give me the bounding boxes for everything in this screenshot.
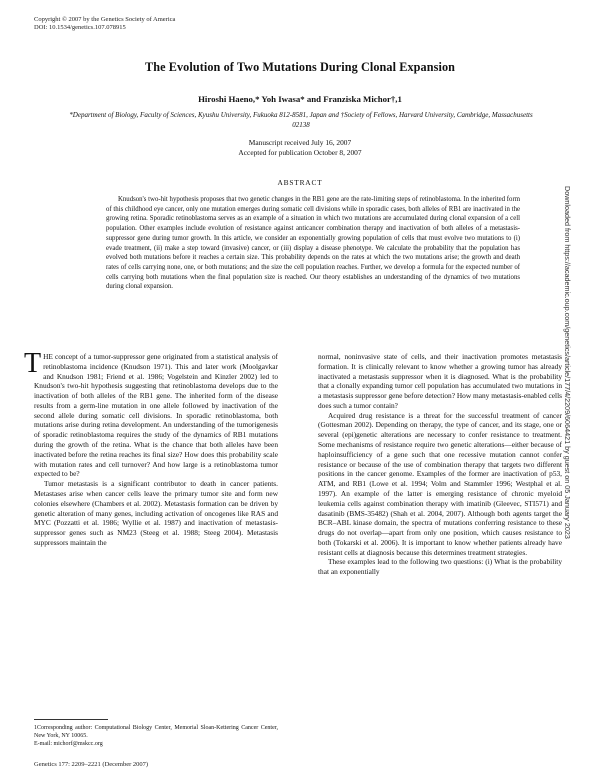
abstract-text: Knudson's two-hit hypothesis proposes that two genetic changes in the RB1 gene are the rate-limiting steps of retinoblastoma. In the inherited form of this childhood eye cancer, only one mutation emerges during somatic cell divisions while in sporadic cases, both alleles of RB1 are inactivated in the growing retina. Sporadic retinoblastoma serves as an example of a situation in which two mutations are accumulated during clonal expansion of a cell population. Other examples include evolution of resistance against anticancer combination therapy and inactivation of both alleles of a metastasis-suppressor gene during tumor growth. In this article, we consider an exponentially growing population of cells that must evolve two mutations to (i) evade treatment, (ii) make a step toward (invasive) cancer, or (iii) display a disease phenotype. We calculate the probability that the population has evolved both mutations before it reaches a certain size. This probability depends on the rates at which the two mutations arise; the growth and death rates of cells carrying none, one, or both mutations; and the size the cell population reaches. Further, we develop a formula for the expected number of cells carrying both mutations when the final population size is reached. Our theory establishes an understanding of the dynamics of two mutations during clonal expansion. — [106, 196, 520, 291]
right-paragraph-1: normal, noninvasive state of cells, and their inactivation promotes metastasis formation. It is clinically relevant to know whether a growing tumor has already inactivated a metastasis suppressor when it is diagnosed. What is the probability that a clonally expanding tumor cell population has accumulated two mutations in a metastasis suppressor gene before detection? How many metastasis-enabled cells does such a tumor contain? — [318, 352, 562, 410]
right-paragraph-3: These examples lead to the following two questions: (i) What is the probability that an exponentially — [318, 557, 562, 577]
intro-paragraph-1 — [24, 348, 278, 479]
right-paragraph-2: Acquired drug resistance is a threat for the successful treatment of cancer (Gottesman 2002). Depending on therapy, the type of cancer, and its stage, one or several (epi)genetic alterations are necessary to confer resistance to treatment. Some mechanisms of resistance require two genetic alterations—either because of haploinsufficiency of a gene such that one recessive mutation cannot confer resistance or because of the use of combination therapy that targets two different positions in the cancer genome. Examples of the former are inactivation of p53, ATM, and RB1 (Lowe et al. 1994; Volm and Stammler 1996; Westphal et al. 1997). An example of the latter is emerging resistance of chronic myeloid leukemia cells against combination therapy with imatinib (Gleevec, STI571) and dasatinib (BMS-35482) (Shah et al. 2004, 2007). Although both agents target the BCR–ABL kinase domain, the spectra of mutations conferring resistance to these drugs do not overlap—apart from only one position, which causes resistance to both (Tokarski et al. 2006). It is important to know whether patients already have resistant cells at diagnosis because this determines treatment strategies. — [318, 410, 562, 557]
authors: Hiroshi Haeno,* Yoh Iwasa* and Franziska Michor†,1 — [198, 94, 402, 104]
right-column — [318, 352, 562, 577]
affiliation: *Department of Biology, Faculty of Sciences, Kyushu University, Fukuoka 812-8581, Japan and †Society of Fellows, Harvard University, Cambridge, Massachusetts 02138 — [69, 111, 533, 129]
abstract-heading: ABSTRACT — [277, 178, 323, 187]
copyright-line: Copyright © 2007 by the Genetics Society of America — [34, 16, 176, 23]
manuscript-dates — [0, 138, 600, 158]
intro-paragraph-2: Tumor metastasis is a significant contributor to death in cancer patients. Metastases arise when cancer cells leave the primary tumor site and form new colonies elsewhere (Chambers et al. 2002). Metastasis formation can be driven by genetic alteration of many genes, including activation of oncogenes like RAS and MYC (Pozzatti et al. 1986; Wyllie et al. 1987) and inactivation of metastasis-suppressor genes such as NM23 (Steeg et al. 1988; Steeg 2004). Metastasis suppressors maintain the — [34, 479, 278, 547]
header — [34, 16, 175, 32]
footnote — [34, 724, 278, 748]
footnote-rule — [34, 719, 108, 720]
accepted-date: Accepted for publication October 8, 2007 — [238, 148, 362, 157]
paper-title: The Evolution of Two Mutations During Clonal Expansion — [144, 60, 456, 74]
left-column — [24, 348, 278, 548]
doi-line: DOI: 10.1534/genetics.107.078915 — [34, 24, 126, 31]
received-date: Manuscript received July 16, 2007 — [248, 138, 352, 147]
footnote-corresponding: 1Corresponding author: Computational Biology Center, Memorial Sloan-Kettering Cancer Center, New York, NY 10065. — [34, 725, 278, 739]
drop-cap: T — [24, 348, 42, 379]
intro-paragraph-1-text: HE concept of a tumor-suppressor gene originated from a statistical analysis of retinoblastoma incidence (Knudson 1971). This and later work (Moolgavkar and Knudson 1981; Friend et al. 1986; Vogelstein and Kinzler 2002) led to Knudson's two-hit hypothesis suggesting that retinoblastoma develops due to the inactivation of both alleles of the RB1 gene. The inherited form of the disease results from a germ-line mutation in one allele followed by inactivation of the second allele during somatic cell divisions. In sporadic retinoblastoma, both mutations arise during retina development. An understanding of the tumorigenesis of sporadic retinoblastoma requires the study of the dynamics of RB1 mutations during the growth of the retina. What is the chance that both alleles have been inactivated before the retina reaches its final size? How does this probability scale with mutation rates and cell turnover? And how large is a retinoblastoma tumor expected to be? — [34, 352, 278, 479]
download-notice: Downloaded from https://academic.oup.com/genetics/article/177/4/2209/6064421 by guest on 05 January 2023 — [563, 186, 572, 539]
footnote-email: E-mail: michorf@mskcc.org — [34, 741, 103, 747]
journal-citation: Genetics 177: 2209–2221 (December 2007) — [34, 761, 149, 768]
download-sidebar — [564, 186, 580, 766]
